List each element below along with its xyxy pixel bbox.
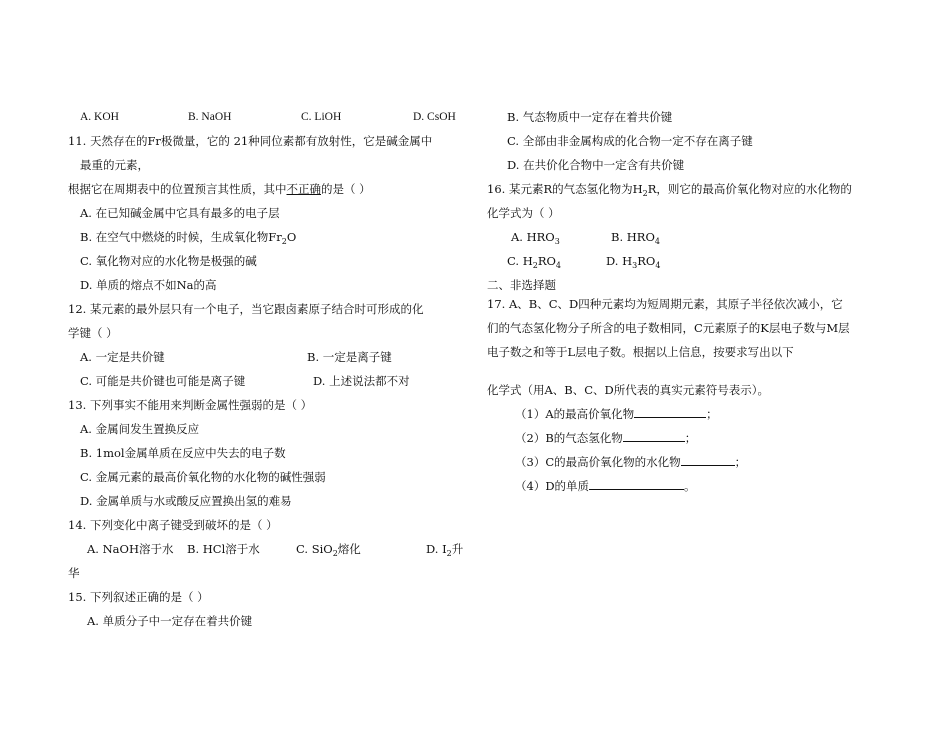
q14-option-d-wrap: 华 [68,566,80,580]
q15-option-a: A. 单质分子中一定存在着共价键 [87,614,253,628]
q17-stem-line3: 电子数之和等于L层电子数。根据以上信息，按要求写出以下 [487,345,794,359]
q11-stem-line2: 最重的元素， [80,158,149,172]
q17-part-1 [515,406,718,422]
q15-option-b: B. 气态物质中一定存在着共价键 [507,110,673,124]
q17-part-3-answer-blank[interactable] [681,454,735,466]
q11-stem-line3 [68,181,371,197]
q14-option-c-text: C. SiO [296,542,333,556]
q16-stem-line1 [487,181,852,202]
q15-option-c: C. 全部由非金属构成的化合物一定不存在离子键 [507,134,753,148]
q16-option-c-text: C. H [507,254,533,268]
section-heading: 二、非选择题 [487,278,556,292]
q13-stem: 13. 下列事实不能用来判断金属性强弱的是（ ） [68,398,313,412]
q14-option-a: A. NaOH溶于水 [87,542,174,556]
q16-option-d-text-mid: RO [637,254,656,268]
q16-option-c [507,253,561,274]
q12-stem-line1: 12. 某元素的最外层只有一个电子，当它跟卤素原子结合时可形成的化 [68,302,424,316]
q13-option-d: D. 金属单质与水或酸反应置换出氢的难易 [80,494,292,508]
q13-option-a: A. 金属间发生置换反应 [80,422,200,436]
q14-option-b: B. HCl溶于水 [187,542,260,556]
q11-emphasis-incorrect: 不正确 [286,182,321,196]
q11-option-b-subscript: 2 [281,237,287,246]
q16-option-a [511,229,560,250]
q11-stem-end: 的是（ ） [321,182,371,196]
q17-part-4-answer-blank[interactable] [589,478,684,490]
q12-option-a: A. 一定是共价键 [80,350,165,364]
q17-stem-line4: 化学式（用A、B、C、D所代表的真实元素符号表示）。 [487,383,770,397]
q10-option-b: B. NaOH [188,111,232,123]
q16-stem-text-end: R，则它的最高价氧化物对应的水化物的 [647,182,852,196]
q10-option-c: C. LiOH [301,111,342,123]
q17-part-4 [515,478,696,494]
q10-option-a: A. KOH [80,111,119,123]
q11-option-c: C. 氧化物对应的水化物是极强的碱 [80,254,257,268]
q11-option-a: A. 在已知碱金属中它具有最多的电子层 [80,206,280,220]
q17-part-1-label: （1）A的最高价氧化物 [515,407,635,421]
q17-part-2 [515,430,696,446]
q15-option-d: D. 在共价化合物中一定含有共价键 [507,158,685,172]
q17-part-2-end: ； [684,431,697,445]
q16-stem-text: 16. 某元素R的气态氢化物为H [487,182,643,196]
q16-option-a-subscript: 3 [554,237,560,246]
q12-option-c: C. 可能是共价键也可能是离子键 [80,374,246,388]
q14-option-d-subscript: 2 [446,549,452,558]
q17-part-2-answer-blank[interactable] [623,430,685,442]
q14-option-d [426,541,463,562]
q11-option-b-text: B. 在空气中燃烧的时候，生成氧化物Fr [80,230,282,244]
q15-stem: 15. 下列叙述正确的是（ ） [68,590,209,604]
q11-stem-line1: 11. 天然存在的Fr极微量，它的 21种同位素都有放射性，它是碱金属中 [68,134,433,148]
q13-option-b: B. 1mol金属单质在反应中失去的电子数 [80,446,286,460]
q16-stem-subscript: 2 [642,189,648,198]
q11-option-b-text-end: O [286,230,297,244]
q14-option-d-text-end: 升 [451,542,464,556]
q12-option-d: D. 上述说法都不对 [313,374,410,388]
q16-option-c-subscript-1: 2 [532,261,538,270]
q11-option-b [80,229,296,250]
q14-option-c [296,541,361,562]
q16-option-b-text: B. HRO [611,230,655,244]
q17-part-4-label: （4）D的单质 [515,479,590,493]
q16-option-c-text-mid: RO [537,254,556,268]
q11-option-d: D. 单质的熔点不如Na的高 [80,278,217,292]
q16-option-d [606,253,660,274]
q16-option-a-text: A. HRO [511,230,555,244]
q17-part-3 [515,454,746,470]
q10-option-d: D. CsOH [413,111,456,123]
q17-part-4-end: 。 [684,479,696,493]
q12-option-b: B. 一定是离子键 [307,350,392,364]
q17-part-2-label: （2）B的气态氢化物 [515,431,623,445]
q16-option-d-subscript-2: 4 [655,261,661,270]
q17-part-3-end: ； [734,455,747,469]
q16-option-b-subscript: 4 [654,237,660,246]
q16-option-b [611,229,660,250]
q16-stem-line2: 化学式为（ ） [487,206,560,220]
q17-stem-line2: 们的气态氢化物分子所含的电子数相同，C元素原子的K层电子数与M层 [487,321,850,335]
q17-part-1-end: ； [706,407,718,421]
q14-option-c-subscript: 2 [332,549,338,558]
q14-option-d-text: D. I [426,542,447,556]
q14-option-c-text-end: 熔化 [337,542,361,556]
q12-stem-line2: 学键（ ） [68,326,118,340]
q17-part-3-label: （3）C的最高价氧化物的水化物 [515,455,681,469]
q17-stem-line1: 17. A、B、C、D四种元素均为短周期元素，其原子半径依次减小，它 [487,297,843,311]
q16-option-d-subscript-1: 3 [632,261,638,270]
q13-option-c: C. 金属元素的最高价氧化物的水化物的碱性强弱 [80,470,326,484]
q14-stem: 14. 下列变化中离子键受到破坏的是（ ） [68,518,278,532]
q16-option-d-text: D. H [606,254,633,268]
q16-option-c-subscript-2: 4 [555,261,562,270]
q11-stem-text: 根据它在周期表中的位置预言其性质，其中 [68,182,287,196]
q17-part-1-answer-blank[interactable] [634,406,706,418]
